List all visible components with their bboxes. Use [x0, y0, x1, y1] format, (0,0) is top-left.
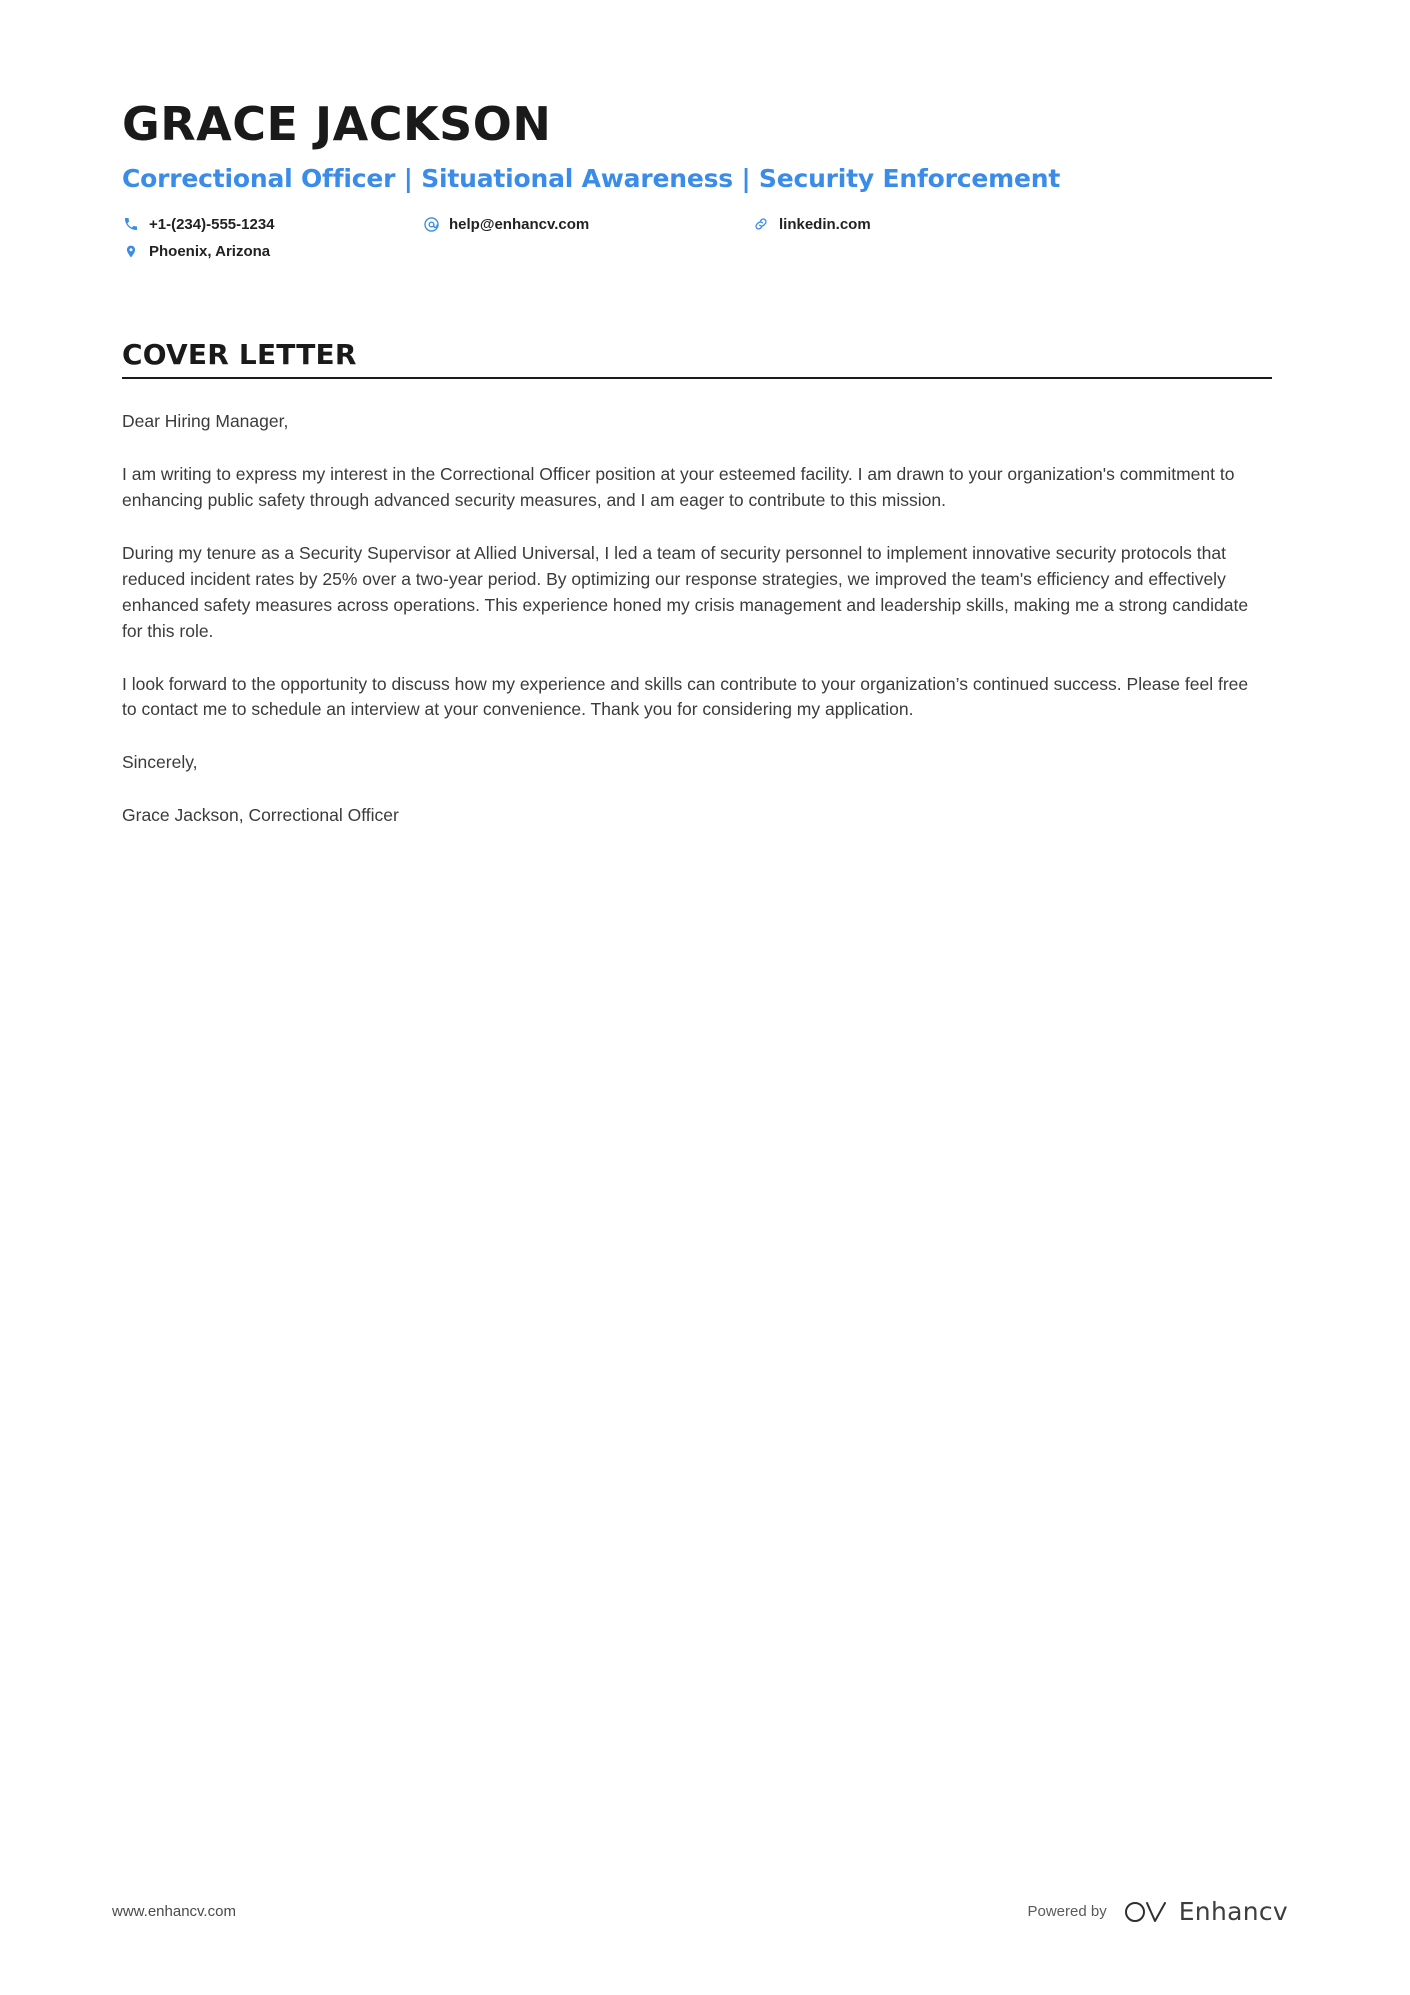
letter-salutation: Dear Hiring Manager, [122, 411, 289, 432]
document-content [122, 0, 1272, 829]
contact-location-text: Phoenix, Arizona [149, 242, 271, 260]
contact-email-text: help@enhancv.com [449, 215, 590, 233]
letter-paragraph-1: I am writing to express my interest in the Correctional Officer position at your esteemed facility. I am drawn to your organization's commitment to enhancing public safety through advanced security measures, and I am eager to contribute to this mission. [122, 464, 1235, 511]
letter-paragraph-3: I look forward to the opportunity to discuss how my experience and skills can contribute to your organization’s continued success. Please feel free to contact me to schedule an interview at your convenience. Thank you for considering my application. [122, 673, 1249, 720]
contact-location[interactable] [122, 242, 422, 260]
enhancv-brand-name: Enhancv [1178, 1897, 1288, 1926]
cover-letter-section [122, 338, 1272, 829]
powered-by-label: Powered by [1027, 1903, 1107, 1920]
email-icon [422, 215, 440, 233]
contact-phone[interactable] [122, 215, 422, 233]
cover-letter-body [122, 409, 1272, 829]
phone-icon [122, 215, 140, 233]
contact-row-2 [122, 242, 1272, 260]
page-title: GRACE JACKSON [122, 97, 552, 151]
contact-email[interactable] [422, 215, 752, 233]
powered-by-block [1027, 1897, 1288, 1926]
footer-website-link[interactable]: www.enhancv.com [112, 1903, 236, 1920]
enhancv-brand[interactable] [1123, 1897, 1288, 1926]
section-title: COVER LETTER [122, 338, 357, 372]
letter-paragraph-2: During my tenure as a Security Supervisor at Allied Universal, I led a team of security personnel to implement innovative security protocols that reduced incident rates by 25% over a two-year period. By optimizing our response strategies, we improved the team's efficiency and effectively enhanced safety measures across operations. This experience honed my crisis management and leadership skills, making me a strong candidate for this role. [122, 542, 1249, 641]
link-icon [752, 215, 770, 233]
contact-linkedin[interactable] [752, 215, 1012, 233]
professional-headline: Correctional Officer | Situational Awareness | Security Enforcement [122, 164, 1061, 194]
letter-closing: Sincerely, [122, 752, 198, 773]
location-pin-icon [122, 242, 140, 260]
page-footer [0, 1893, 1410, 1933]
contact-phone-text: +1-(234)-555-1234 [149, 215, 275, 233]
contact-details [122, 215, 1272, 260]
contact-row-1 [122, 215, 1272, 233]
section-divider [122, 377, 1272, 379]
letter-signature: Grace Jackson, Correctional Officer [122, 805, 399, 826]
contact-linkedin-text: linkedin.com [779, 215, 871, 233]
enhancv-logo-icon [1123, 1898, 1169, 1926]
